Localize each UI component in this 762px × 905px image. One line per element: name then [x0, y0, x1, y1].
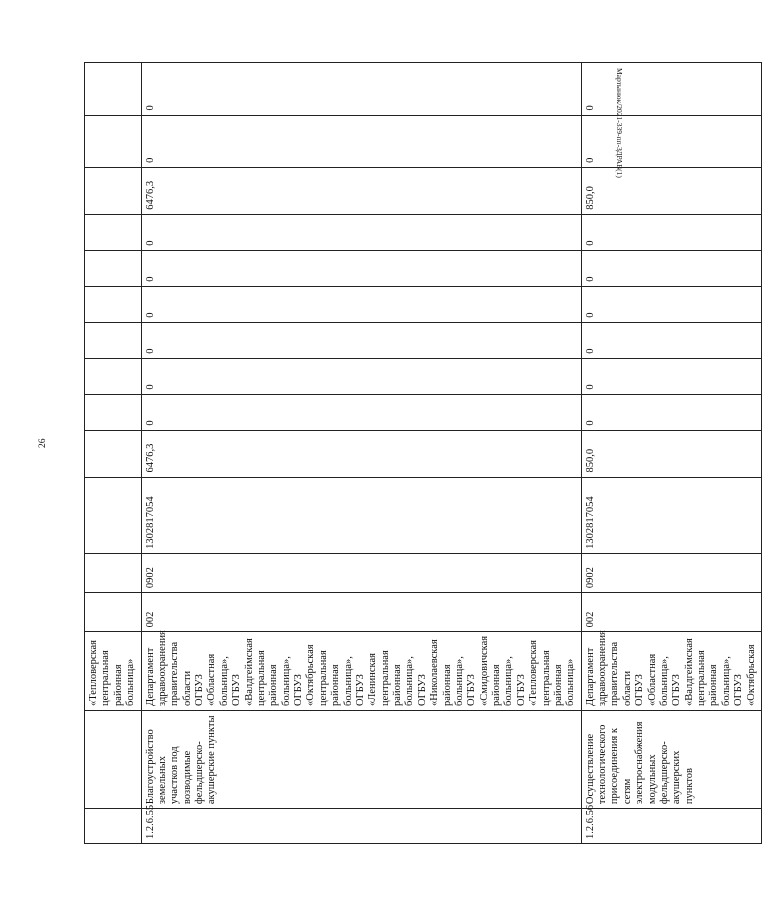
cell-year: 0 [141, 394, 581, 430]
cell-year: 0 [581, 115, 761, 167]
cell-year: 0 [141, 358, 581, 394]
table-row [581, 63, 761, 844]
cell-year [85, 214, 142, 250]
cell-name: Благоустройство земельных участков под возводимые фельдшерско-акушерские пункты [141, 710, 581, 808]
cell-year [85, 394, 142, 430]
cell-year [85, 250, 142, 286]
cell-csr [85, 477, 142, 553]
cell-year: 0 [581, 250, 761, 286]
cell-total: 850,0 [581, 430, 761, 477]
cell-code: 1.2.6.56 [581, 809, 761, 844]
cell-total [85, 430, 142, 477]
cell-year [85, 358, 142, 394]
cell-year [85, 322, 142, 358]
cell-year [85, 63, 142, 116]
cell-year: 6476,3 [141, 167, 581, 214]
cell-year: 0 [141, 63, 581, 116]
table-row [141, 63, 581, 844]
cell-rzpr [85, 553, 142, 592]
cell-grbs: 002 [141, 593, 581, 632]
schedule-table [84, 62, 762, 844]
cell-year [85, 115, 142, 167]
cell-year: 0 [581, 358, 761, 394]
document-reference: Мартынюк/2021-339-пп-ЗДРАВ(1) [615, 68, 624, 178]
cell-year: 0 [581, 286, 761, 322]
cell-rzpr: 0902 [141, 553, 581, 592]
table-row-continuation [85, 63, 142, 844]
cell-year: 0 [141, 214, 581, 250]
cell-csr: 1302817054 [141, 477, 581, 553]
cell-year: 0 [141, 250, 581, 286]
cell-code: 1.2.6.55 [141, 809, 581, 844]
cell-year: 0 [581, 394, 761, 430]
cell-year: 0 [581, 214, 761, 250]
cell-executor: Департамент здравоохранения правительства области ОГБУЗ «Областная больница», ОГБУЗ «Валдгеймская центральная районная больница», ОГБУЗ «Октябрьская центральная районная больница», ОГБУЗ «Ленинская центральная районная больница», ОГБУЗ «Николаевская районная больница», ОГБУЗ «Смидовичская районная больница», ОГБУЗ «Тепловерская центральная районная больница» [141, 632, 581, 711]
cell-name [85, 710, 142, 808]
cell-grbs: 002 [581, 593, 761, 632]
cell-csr: 1302817054 [581, 477, 761, 553]
cell-grbs [85, 593, 142, 632]
cell-year [85, 167, 142, 214]
cell-year: 0 [141, 322, 581, 358]
cell-year: 0 [141, 115, 581, 167]
cell-executor: «Тепловерская центральная районная больница» [85, 632, 142, 711]
cell-year [85, 286, 142, 322]
cell-year: 0 [581, 63, 761, 116]
cell-year: 850,0 [581, 167, 761, 214]
cell-name: Осуществление технологического присоединения к сетям электроснабжения модульных фельдшерско-акушерских пунктов [581, 710, 761, 808]
cell-rzpr: 0902 [581, 553, 761, 592]
page-number: 26 [38, 438, 48, 448]
cell-total: 6476,3 [141, 430, 581, 477]
cell-year: 0 [581, 322, 761, 358]
cell-executor: Департамент здравоохранения правительства области ОГБУЗ «Областная больница», ОГБУЗ «Валдгеймская центральная районная больница», ОГБУЗ «Октябрьская [581, 632, 761, 711]
cell-code [85, 809, 142, 844]
cell-year: 0 [141, 286, 581, 322]
